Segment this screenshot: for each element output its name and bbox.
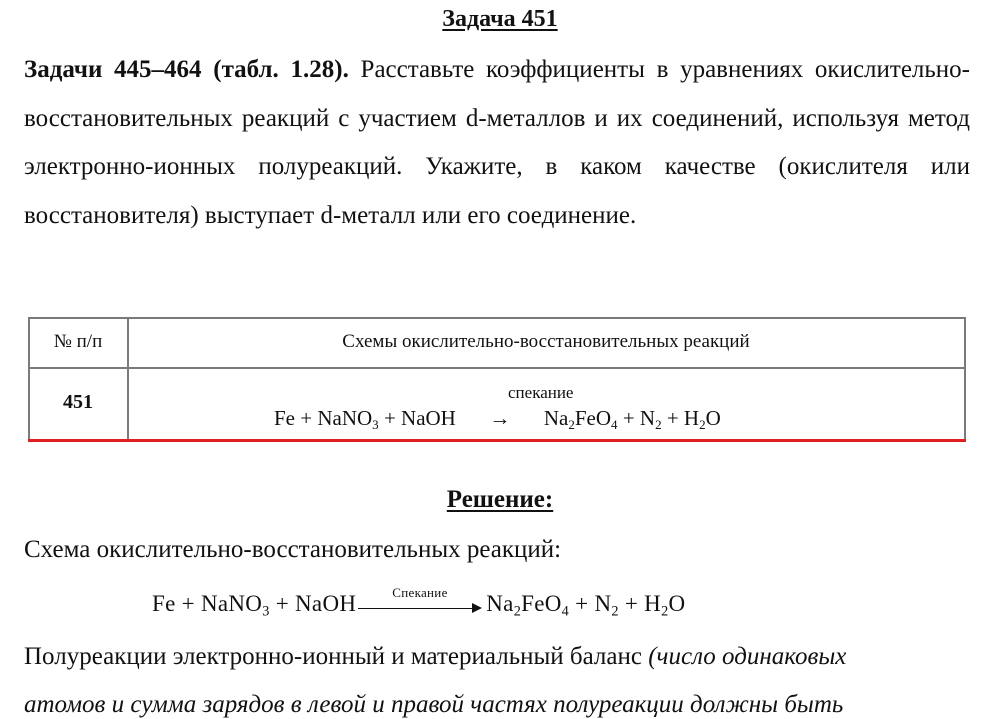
table-header-scheme: Схемы окислительно-восстановительных реакций xyxy=(342,331,750,352)
table-header-number: № п/п xyxy=(53,331,103,352)
balance-description: Полуреакции электронно-ионный и материальный баланс (число одинаковых xyxy=(24,643,847,670)
reaction-arrow-with-condition xyxy=(358,584,484,617)
table-red-underline xyxy=(28,439,966,442)
problem-reference: Задачи 445–464 (табл. 1.28). xyxy=(24,56,349,83)
problem-statement xyxy=(24,46,970,240)
table-row-number: 451 xyxy=(63,391,93,413)
problem-text: Расставьте коэффициенты в уравнениях окислительно-восстановительных реакций с участием d-металлов и их соединений, используя метод электронно-ионных полуреакций. Укажите, в каком качестве (окислителя или восстановителя) выступает d-металл или его соединение. xyxy=(24,56,970,229)
balance-note: (число одинаковых xyxy=(648,643,847,670)
scheme-label: Схема окислительно-восстановительных реакций: xyxy=(24,536,562,563)
balance-note-continued: атомов и сумма зарядов в левой и правой частях полуреакции должны быть xyxy=(24,691,844,718)
reaction-condition: спекание xyxy=(508,383,574,402)
reaction-arrow: → xyxy=(489,406,511,430)
reaction-table xyxy=(28,317,964,442)
arrow-condition-label: Спекание xyxy=(392,584,448,600)
table-reaction-equation: Fe + NaNO$_3$ + NaOH → $Na_2FeO_4 + N_2 + H_2O$ xyxy=(274,406,721,432)
table-divider xyxy=(28,367,964,369)
solution-title: Решение: xyxy=(446,486,554,513)
problem-title: Задача 451 xyxy=(442,6,558,32)
solution-equation: Fe + NaNO$_3$ + NaOH Спекание $Na_2FeO_4 + N_2 + H_2O$ xyxy=(152,584,686,620)
